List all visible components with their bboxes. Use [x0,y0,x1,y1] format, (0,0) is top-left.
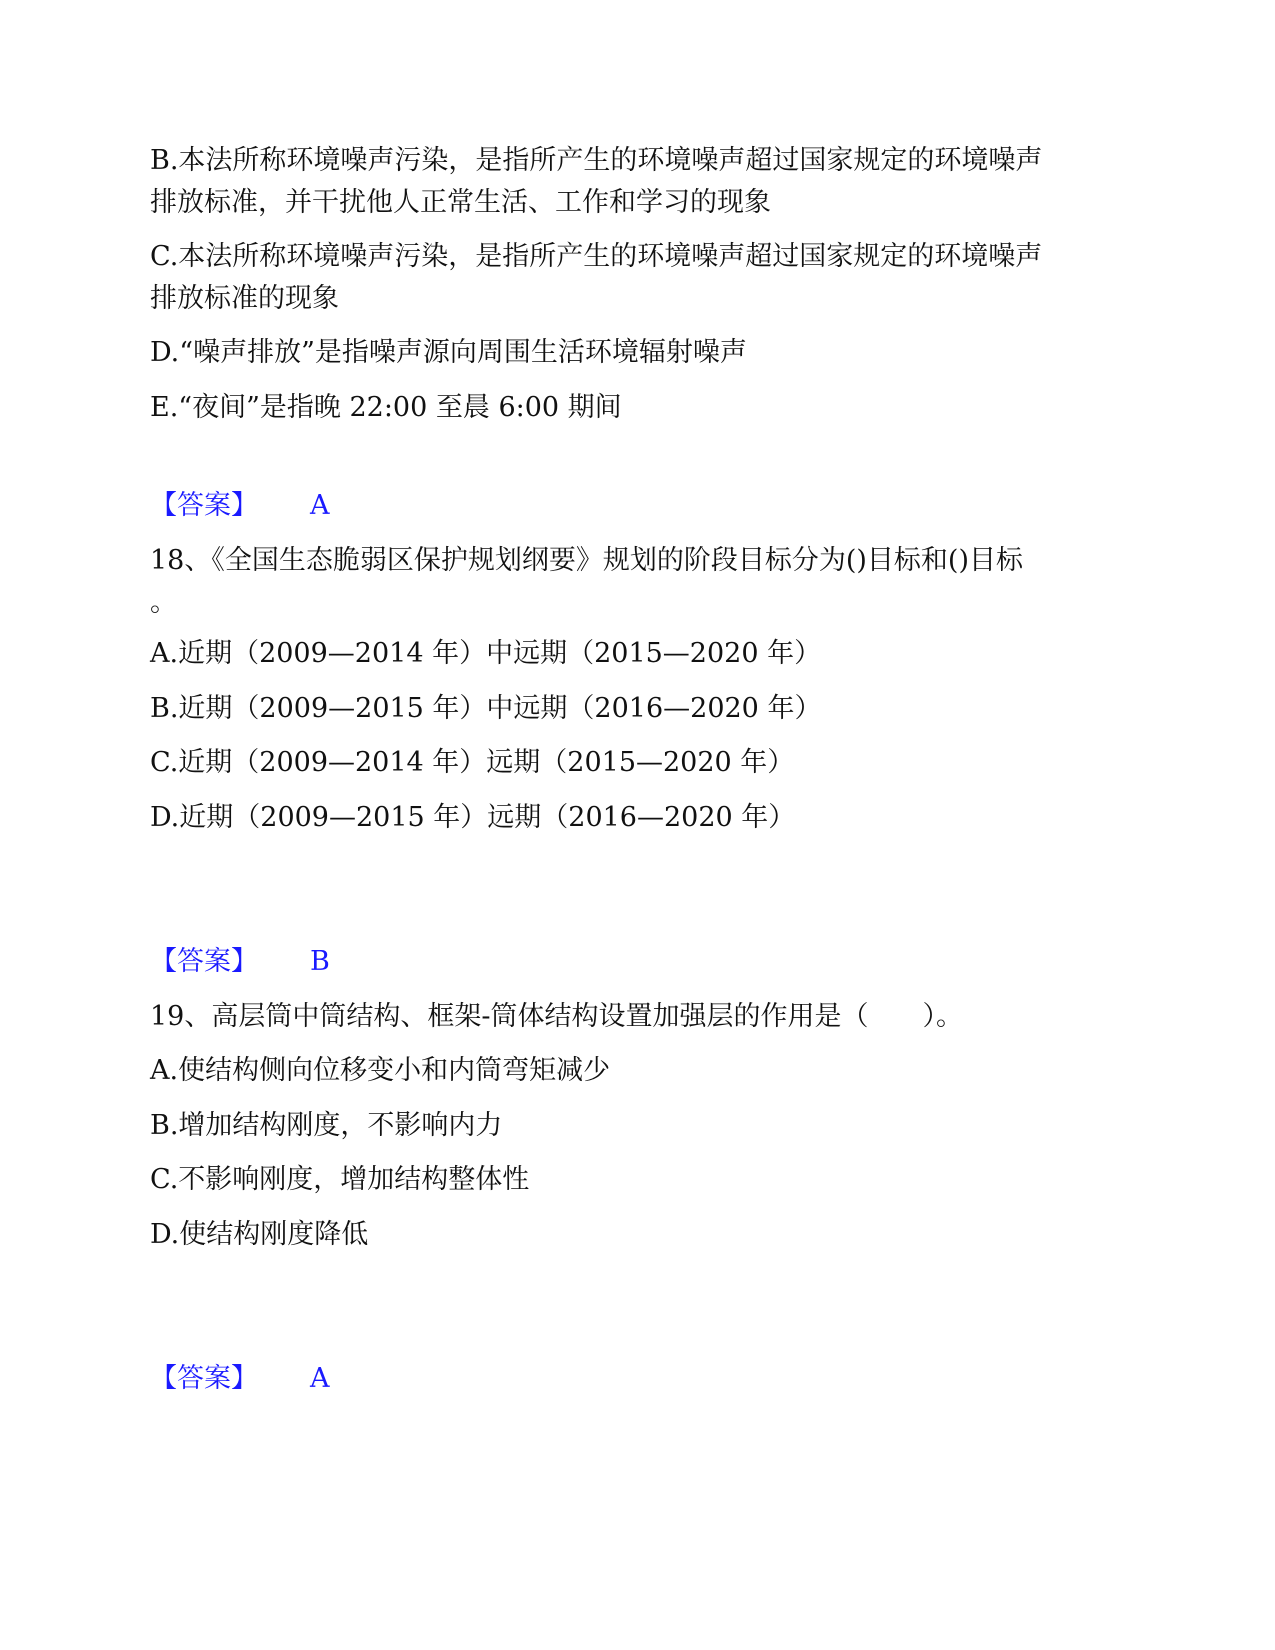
q19-stem: 19、高层筒中筒结构、框架-筒体结构设置加强层的作用是（ ）。 [150,1001,963,1032]
answer-value: B [310,946,330,977]
answer-label: 【答案】 [150,490,258,521]
q19-option-b: B.增加结构刚度，不影响内力 [150,1110,503,1141]
q19-answer [150,1358,1110,1400]
q17-option-b-line2: 排放标准，并干扰他人正常生活、工作和学习的现象 [150,187,771,218]
q18-option-a: A.近期（2009—2014 年）中远期（2015—2020 年） [150,638,822,669]
q18-stem-line1: 18、《全国生态脆弱区保护规划纲要》规划的阶段目标分为()目标和()目标 [150,545,1023,576]
answer-value: A [310,490,330,521]
q17-answer [150,485,1110,527]
answer-label: 【答案】 [150,1363,258,1394]
q17-option-d: D.“噪声排放”是指噪声源向周围生活环境辐射噪声 [150,337,747,368]
q17-option-c-line2: 排放标准的现象 [150,283,339,314]
answer-label: 【答案】 [150,946,258,977]
q17-option-e: E.“夜间”是指晚 22:00 至晨 6:00 期间 [150,392,622,423]
q19-option-c: C.不影响刚度，增加结构整体性 [150,1164,530,1195]
q17-option-b-line1: B.本法所称环境噪声污染，是指所产生的环境噪声超过国家规定的环境噪声 [150,145,1043,176]
q19-option-d: D.使结构刚度降低 [150,1219,369,1250]
q17-option-c-line1: C.本法所称环境噪声污染，是指所产生的环境噪声超过国家规定的环境噪声 [150,241,1043,272]
q18-option-d: D.近期（2009—2015 年）远期（2016—2020 年） [150,802,796,833]
q18-option-c: C.近期（2009—2014 年）远期（2015—2020 年） [150,747,795,778]
q18-stem-line2: 。 [150,587,177,618]
q18-answer [150,941,1110,983]
q19-option-a: A.使结构侧向位移变小和内筒弯矩减少 [150,1055,611,1086]
q18-option-b: B.近期（2009—2015 年）中远期（2016—2020 年） [150,693,822,724]
answer-value: A [310,1363,330,1394]
